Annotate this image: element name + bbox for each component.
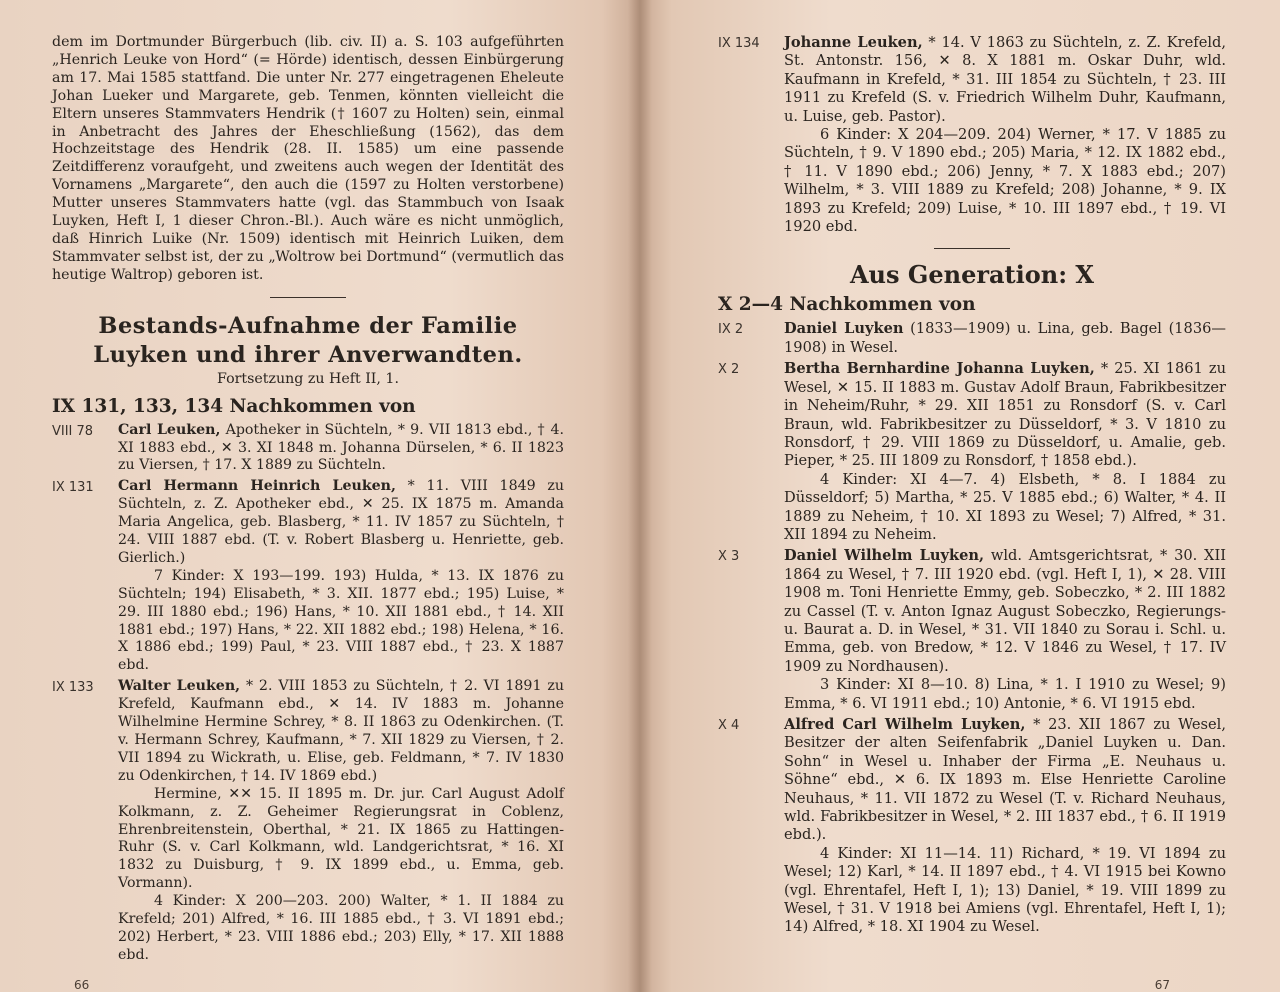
generation-heading: X 2—4 Nachkommen von [718, 294, 976, 316]
entry-ref: VIII 78 [52, 423, 94, 439]
entry-name: Walter Leuken, [118, 678, 241, 695]
entry-body: * 2. VIII 1853 zu Süchteln, † 2. VI 1891 zu Krefeld, Kaufmann ebd., ✕ 14. IV 1883 m. Johanne Wilhelmine Hermine Schrey, * 8. II 1863 zu Odenkirchen. (T. v. Hermann Schrey, Kaufmann, * 7. XII 1829 zu Viersen, † 2. VII 1894 zu Wickrath, u. Elise, geb. Feldmann, * 7. IV 1830 zu Odenkirchen, † 14. IV 1869 ebd.) [118, 678, 564, 784]
children-list: 4 Kinder: X 200—203. 200) Walter, * 1. II 1884 zu Krefeld; 201) Alfred, * 16. III 1885 ebd., † 3. VI 1891 ebd.; 202) Herbert, * 23. VIII 1886 ebd.; 203) Elly, * 17. XII 1888 ebd. [118, 893, 564, 963]
entry-ref: IX 134 [718, 36, 760, 51]
children-list: 3 Kinder: XI 8—10. 8) Lina, * 1. I 1910 zu Wesel; 9) Emma, * 6. VI 1911 ebd.; 10) Antonie, * 6. VI 1915 ebd. [784, 676, 1226, 712]
entry-text [784, 320, 1226, 357]
children-list: 7 Kinder: X 193—199. 193) Hulda, * 13. IX 1876 zu Süchteln; 194) Elisabeth, * 3. XII. 1877 ebd.; 195) Luise, * 29. III 1880 ebd.; 196) Hans, * 10. XII 1881 ebd., † 14. XII 1881 ebd.; 197) Hans, * 22. XII 1882 ebd.; 198) Helena, * 16. X 1886 ebd.; 199) Paul, * 23. VIII 1887 ebd., † 23. X 1887 ebd. [118, 567, 564, 674]
entry-name: Johanne Leuken, [784, 34, 923, 51]
entry-text [118, 478, 564, 675]
genealogy-entry [718, 360, 1226, 544]
section-divider [934, 248, 1010, 249]
generation-heading: IX 131, 133, 134 Nachkommen von [52, 395, 416, 417]
entry-text [118, 678, 564, 965]
page-title: Bestands-Aufnahme der Familie Luyken und ihrer Anverwandten. [93, 312, 523, 368]
page-number: 66 [74, 978, 90, 992]
entry-ref: X 3 [718, 549, 740, 565]
entry-extra: Hermine, ✕✕ 15. II 1895 m. Dr. jur. Carl August Adolf Kolkmann, z. Z. Geheimer Regierungsrat in Coblenz, Ehrenbreitenstein, Oberthal, * 21. IX 1865 zu Hattingen-Ruhr (S. v. Carl Kolkmann, wld. Landgerichtsrat, * 16. XI 1832 zu Duisburg, † 9. IX 1899 ebd., u. Emma, geb. Vormann). [118, 785, 564, 892]
entry-text [784, 34, 1226, 236]
section-divider [270, 297, 346, 298]
genealogy-entry [718, 320, 1226, 357]
entry-text [118, 422, 564, 476]
genealogy-entry [718, 34, 1226, 236]
genealogy-entry [52, 422, 564, 476]
entry-body: * 23. XII 1867 zu Wesel, Besitzer der alten Seifenfabrik „Daniel Luyken u. Dan. Sohn“ in Wesel u. Inhaber der Firma „E. Neuhaus u. Söhne“ ebd., ✕ 6. IX 1893 m. Else Henriette Caroline Neuhaus, * 11. VII 1872 zu Wesel (T. v. Richard Neuhaus, wld. Fabrikbesitzer in Wesel, * 2. III 1837 ebd., † 6. II 1919 ebd.). [784, 716, 1226, 844]
entry-name: Bertha Bernhardine Johanna Luyken, [784, 360, 1095, 378]
entry-ref: X 4 [718, 718, 740, 733]
intro-paragraph [52, 34, 564, 285]
entry-body: * 14. V 1863 zu Süchteln, z. Z. Krefeld, St. Antonstr. 156, ✕ 8. X 1881 m. Oskar Duhr, wld. Kaufmann in Krefeld, * 31. III 1854 zu Süchteln, † 23. III 1911 zu Krefeld (S. v. Friedrich Wilhelm Duhr, Kaufmann, u. Luise, geb. Pastor). [784, 34, 1226, 125]
page-number: 67 [1154, 978, 1170, 992]
entry-text [784, 547, 1226, 713]
entry-name: Daniel Luyken [784, 320, 904, 338]
entry-body: * 25. XI 1861 zu Wesel, ✕ 15. II 1883 m. Gustav Adolf Braun, Fabrikbesitzer in Neheim/Ruhr, * 29. XII 1851 zu Ronsdorf (S. v. Carl Braun, wld. Fabrikbesitzer zu Düsseldorf, * 3. V 1810 zu Ronsdorf, † 29. VIII 1869 zu Düsseldorf, u. Amalie, geb. Pieper, * 25. III 1809 zu Ronsdorf, † 1858 ebd.). [784, 360, 1226, 470]
children-list: 4 Kinder: XI 4—7. 4) Elsbeth, * 8. I 1884 zu Düsseldorf; 5) Martha, * 25. V 1885 ebd.; 6) Walter, * 4. II 1889 zu Neheim, † 10. XI 1893 zu Wesel; 7) Alfred, * 31. XII 1894 zu Neheim. [784, 470, 1226, 543]
children-list: 4 Kinder: XI 11—14. 11) Richard, * 19. VI 1894 zu Wesel; 12) Karl, * 14. II 1897 ebd., † 4. VI 1915 bei Kowno (vgl. Ehrentafel, Heft I, 1); 13) Daniel, * 19. VIII 1899 zu Wesel, † 31. V 1918 bei Amiens (vgl. Ehrentafel, Heft I, 1); 14) Alfred, * 18. XI 1904 zu Wesel. [784, 844, 1226, 936]
genealogy-entry [52, 678, 564, 965]
entry-text [784, 716, 1226, 937]
entry-ref: IX 2 [718, 322, 744, 338]
genealogy-entry [718, 716, 1226, 937]
genealogy-entry [718, 547, 1226, 713]
generation-title: Aus Generation: X [849, 260, 1095, 290]
entry-ref: X 2 [718, 362, 740, 378]
right-column [718, 34, 1226, 937]
right-page [640, 0, 1280, 992]
entry-body: (1833—1909) u. Lina, geb. Bagel (1836—1908) in Wesel. [784, 320, 1227, 356]
entry-name: Carl Leuken, [118, 421, 221, 438]
left-column [52, 34, 564, 965]
entry-name: Daniel Wilhelm Luyken, [784, 547, 985, 565]
entry-name: Alfred Carl Wilhelm Luyken, [784, 716, 1026, 733]
entry-body: wld. Amtsgerichtsrat, * 30. XII 1864 zu Wesel, † 7. III 1920 ebd. (vgl. Heft I, 1), ✕ 28. VIII 1908 m. Toni Henriette Emmy, geb. Sobeczko, * 2. III 1882 zu Cassel (T. v. Anton Ignaz August Sobeczko, Regierungs- u. Baurat a. D. in Wesel, * 31. VII 1840 zu Sorau i. Schl. u. Emma, geb. von Bredow, * 12. V 1846 zu Wesel, † 17. IV 1909 zu Nordhausen). [784, 547, 1226, 675]
entry-ref: IX 131 [52, 480, 94, 496]
entry-text [784, 360, 1226, 544]
genealogy-entry [52, 478, 564, 675]
entry-body: Apotheker in Süchteln, * 9. VII 1813 ebd., † 4. XI 1883 ebd., ✕ 3. XI 1848 m. Johanna Dürselen, * 6. II 1823 zu Viersen, † 17. X 1889 zu Süchteln. [118, 421, 564, 474]
entry-name: Carl Hermann Heinrich Leuken, [118, 478, 396, 495]
page-subtitle: Fortsetzung zu Heft II, 1. [217, 370, 399, 387]
entry-ref: IX 133 [52, 680, 94, 696]
entry-body: * 11. VIII 1849 zu Süchteln, z. Z. Apotheker ebd., ✕ 25. IX 1875 m. Amanda Maria Angelica, geb. Blasberg, * 11. IV 1857 zu Süchteln, † 24. VIII 1887 ebd. (T. v. Robert Blasberg u. Henriette, geb. Gierlich.) [118, 478, 564, 566]
children-list: 6 Kinder: X 204—209. 204) Werner, * 17. V 1885 zu Süchteln, † 9. V 1890 ebd.; 205) Maria, * 12. IX 1882 ebd., † 11. V 1890 ebd.; 206) Jenny, * 7. X 1883 ebd.; 207) Wilhelm, * 3. VIII 1889 zu Krefeld; 208) Johanne, * 9. IX 1893 zu Krefeld; 209) Luise, * 10. III 1897 ebd., † 19. VI 1920 ebd. [784, 126, 1226, 236]
intro-text: dem im Dortmunder Bürgerbuch (lib. civ. II) a. S. 103 aufgeführten „Henrich Leuke von Hord“ (= Hörde) identisch, dessen Einbürgerung am 17. Mai 1585 stattfand. Die unter Nr. 277 eingetragenen Eheleute Johan Lueker und Margarete, geb. Tenmen, könnten vielleicht die Eltern unseres Stammvaters Hendrik († 1607 zu Holten) sein, einmal in Anbetracht des Jahres der Eheschließung (1562), das dem Hochzeitstage des Hendrik (28. II. 1585) um eine passende Zeitdifferenz voraufgeht, und zweitens auch wegen der Identität des Vornamens „Margarete“, den auch die (1597 zu Holten verstorbene) Mutter unseres Stammvaters hatte (vgl. das Stammbuch von Isaak Luyken, Heft I, 1 dieser Chron.-Bl.). Auch wäre es nicht unmöglich, daß Hinrich Luike (Nr. 1509) identisch mit Heinrich Luiken, dem Stammvater selbst ist, der zu „Woltrow bei Dortmund“ (vermutlich das heutige Waltrop) geboren ist. [52, 34, 564, 283]
